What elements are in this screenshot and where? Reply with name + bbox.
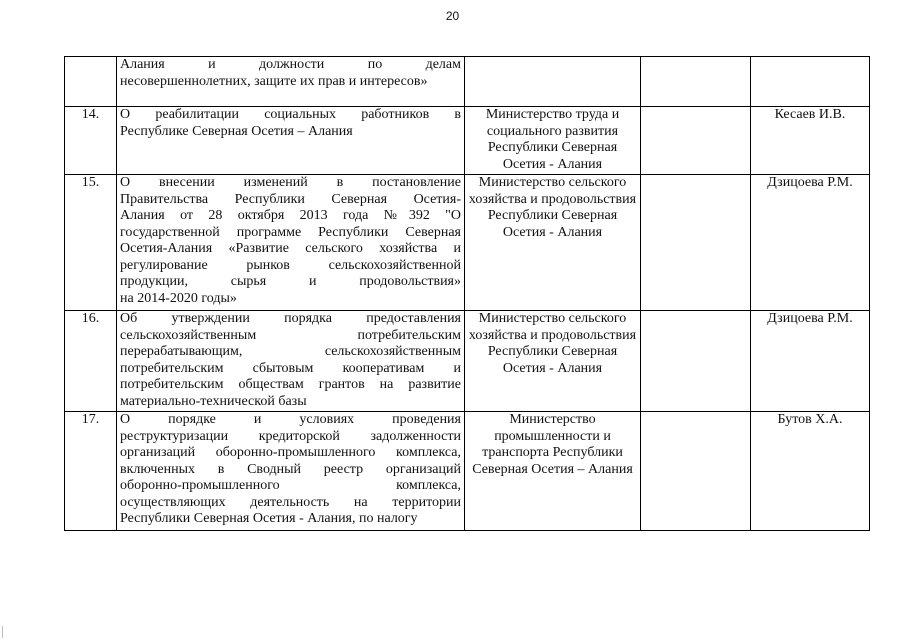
row-responsible: Кесаев И.В. [751,107,870,175]
row-title [117,175,465,311]
title-line: Осетия-Алания «Развитие сельского хозяйства и [120,241,461,256]
title-line: Республике Северная Осетия – Алания [120,123,353,139]
table-row [65,57,870,107]
table-row [65,107,870,175]
title-line: Об утверждении порядка предоставления [120,311,461,326]
title-line: осуществляющих деятельность на территории [120,494,461,510]
table-row [65,175,870,311]
title-line: несовершеннолетних, защите их прав и интересов» [120,73,428,89]
row-organization: Министерство сельского хозяйства и продовольствия Республики Северная Осетия - Алания [465,175,641,311]
row-deadline [641,311,751,412]
row-number [65,57,117,107]
row-deadline [641,57,751,107]
plan-table [64,56,870,531]
row-organization: Министерство труда и социального развития Республики Северная Осетия - Алания [465,107,641,175]
title-line: перерабатывающим, сельскохозяйственным [120,344,461,359]
title-line: О реабилитации социальных работников в [120,107,461,122]
row-title [117,57,465,107]
row-number: 16. [65,311,117,412]
title-line: Алания и должности по делам [120,57,461,72]
title-line: регулирование рынков сельскохозяйственной [120,257,461,273]
title-line: продукции, сырья и продовольствия» [120,274,461,289]
row-organization [465,57,641,107]
title-line: Алания от 28 октября 2013 года №392 "О [120,208,461,223]
title-line: Правительства Республики Северная Осетия- [120,191,461,207]
title-line: включенных в Сводный реестр организаций [120,461,461,477]
row-responsible: Дзицоева Р.М. [751,175,870,311]
row-deadline [641,412,751,531]
row-organization: Министерство промышленности и транспорта Республики Северная Осетия – Алания [465,412,641,531]
row-responsible [751,57,870,107]
table-row [65,412,870,531]
row-deadline [641,107,751,175]
title-line: Республики Северная Осетия - Алания, по налогу [120,511,418,526]
title-line: организаций оборонно-промышленного комплекса, [120,445,461,460]
row-title [117,412,465,531]
row-number: 17. [65,412,117,531]
title-line: потребительским обществам грантов на развитие [120,377,461,392]
row-responsible: Дзицоева Р.М. [751,311,870,412]
page-number: 20 [445,9,460,23]
title-line: реструктуризации кредиторской задолженности [120,428,461,444]
title-line: материально-технической базы [120,393,307,409]
title-line: сельскохозяйственным потребительским [120,327,461,343]
row-responsible: Бутов Х.А. [751,412,870,531]
title-line: О внесении изменений в постановление [120,175,461,190]
row-number: 15. [65,175,117,311]
title-line: государственной программе Республики Северная [120,224,461,240]
title-line: на 2014-2020 годы» [120,290,237,306]
scan-artifact [2,626,3,638]
title-line: О порядке и условиях проведения [120,412,461,427]
title-line: оборонно-промышленного комплекса, [120,478,461,493]
row-title [117,311,465,412]
row-organization: Министерство сельского хозяйства и продовольствия Республики Северная Осетия - Алания [465,311,641,412]
row-deadline [641,175,751,311]
row-number: 14. [65,107,117,175]
title-line: потребительским сбытовым кооперативам и [120,360,461,376]
row-title [117,107,465,175]
table-row [65,311,870,412]
